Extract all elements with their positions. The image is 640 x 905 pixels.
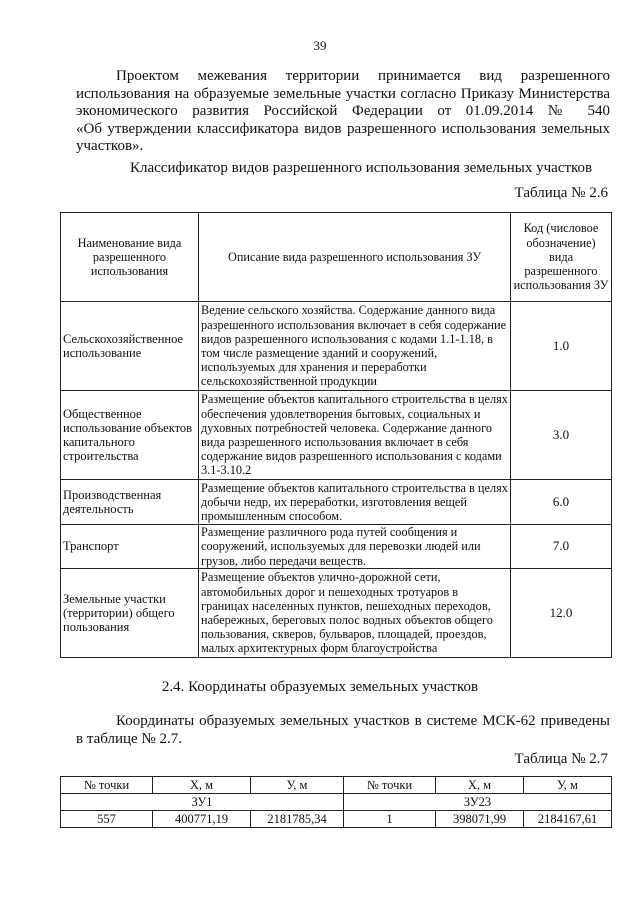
table-row <box>61 525 612 569</box>
row-code: 12.0 <box>511 569 612 658</box>
header-name: Наименование вида разрешенного использования <box>61 213 199 302</box>
intro-line: участков». <box>76 138 144 154</box>
table-header-row <box>61 213 612 302</box>
intro-line: «Об утверждении классификатора видов разрешенного использования земельных <box>76 120 610 137</box>
table-2-6-label: Таблица № 2.6 <box>514 185 608 201</box>
row-code: 6.0 <box>511 480 612 525</box>
row-code: 1.0 <box>511 302 612 391</box>
intro-line: Проектом межевания территории принимается вид разрешенного <box>116 68 610 84</box>
row-description: Ведение сельского хозяйства. Содержание данного вида разрешенного использования включает в себя содержание видов разрешенного использования с кодами 1.1-1.18, в том числе размещение зданий и сооружений, используемых для хранения и переработки сельскохозяйственной продукции <box>199 302 511 391</box>
header-point-no: № точки <box>61 777 153 794</box>
header-x: Х, м <box>436 777 524 794</box>
header-description: Описание вида разрешенного использования ЗУ <box>199 213 511 302</box>
cell-y: 2181785,34 <box>251 811 344 828</box>
table-row <box>61 569 612 658</box>
header-y: У, м <box>524 777 612 794</box>
row-name: Сельскохозяйственное использование <box>61 302 199 391</box>
row-name: Транспорт <box>61 525 199 569</box>
row-code: 3.0 <box>511 391 612 480</box>
cell-point-no: 557 <box>61 811 153 828</box>
header-code: Код (числовое обозначение) вида разрешенного использования ЗУ <box>511 213 612 302</box>
row-name: Земельные участки (территории) общего пользования <box>61 569 199 658</box>
row-description: Размещение объектов капитального строительства в целях добычи недр, их переработки, изготовления вещей промышленным способом. <box>199 480 511 525</box>
classifier-table <box>60 212 612 658</box>
table-row <box>61 811 612 828</box>
coordinates-table <box>60 776 612 828</box>
header-point-no: № точки <box>344 777 436 794</box>
group-label-right: ЗУ23 <box>344 794 612 811</box>
cell-x: 400771,19 <box>153 811 251 828</box>
coords-group-row <box>61 794 612 811</box>
classifier-title: Классификатор видов разрешенного использования земельных участков <box>130 160 593 176</box>
intro-line: использования на образуемые земельные участки согласно Приказу Министерства <box>76 85 610 102</box>
cell-y: 2184167,61 <box>524 811 612 828</box>
coords-paragraph: Координаты образуемых земельных участков в системе МСК-62 приведены в таблице № 2.7. <box>76 713 610 747</box>
section-heading: 2.4. Координаты образуемых земельных участков <box>161 679 479 695</box>
header-y: У, м <box>251 777 344 794</box>
row-description: Размещение различного рода путей сообщения и сооружений, используемых для перевозки людей или грузов, либо передачи веществ. <box>199 525 511 569</box>
group-label-left: ЗУ1 <box>61 794 344 811</box>
table-2-7-label: Таблица № 2.7 <box>514 751 608 767</box>
row-description: Размещение объектов капитального строительства в целях обеспечения удовлетворения бытовых, социальных и духовных потребностей человека. Содержание данного вида разрешенного использования включает в себя содержание видов разрешенного использования с кодами 3.1-3.10.2 <box>199 391 511 480</box>
row-name: Общественное использование объектов капитального строительства <box>61 391 199 480</box>
table-row <box>61 480 612 525</box>
intro-line: экономического развития Российской Федерации от 01.09.2014 № 540 <box>76 103 610 119</box>
header-x: Х, м <box>153 777 251 794</box>
row-code: 7.0 <box>511 525 612 569</box>
page-number: 39 <box>313 38 327 53</box>
table-row <box>61 302 612 391</box>
row-description: Размещение объектов улично-дорожной сети, автомобильных дорог и пешеходных тротуаров в границах населенных пунктов, пешеходных переходов, набережных, береговых полос водных объектов общего пользования, скверов, бульваров, площадей, проездов, малых архитектурных форм благоустройства <box>199 569 511 658</box>
cell-point-no: 1 <box>344 811 436 828</box>
table-row <box>61 391 612 480</box>
coords-header-row <box>61 777 612 794</box>
cell-x: 398071,99 <box>436 811 524 828</box>
intro-paragraph <box>76 68 610 156</box>
row-name: Производственная деятельность <box>61 480 199 525</box>
